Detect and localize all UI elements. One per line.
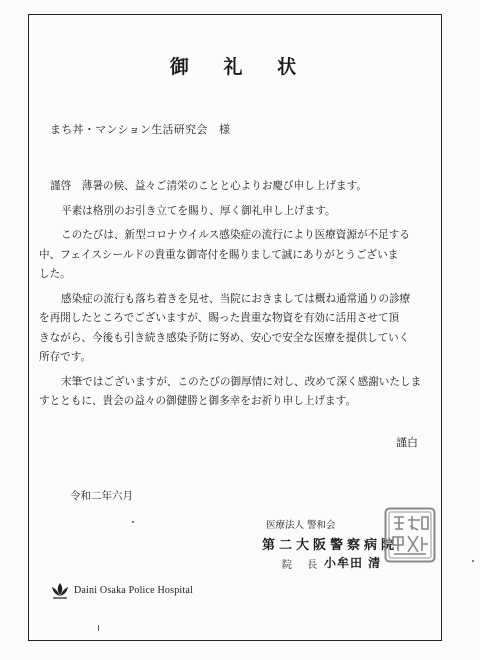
letter-body [39,177,432,412]
sender-director-name: 小牟田 清 [324,556,382,570]
sender-director-title: 院 長 [282,560,324,571]
closing-word: 謹白 [396,436,418,449]
text-line: きながら、今後も引き続き感染予防に努め、安心で安全な医療を提供していく [39,331,410,344]
text-line: 所存です。 [39,351,92,363]
hospital-logo [50,582,193,599]
text-line: した。 [39,268,71,280]
lotus-logo-icon [50,582,70,599]
hospital-logo-text: Daini Osaka Police Hospital [74,585,193,596]
sender-organization: 医療法人 警和会 [266,520,336,531]
paragraph-status [39,290,432,368]
text-line: 平素は格別のお引き立てを賜り、厚く御礼申し上げます。 [61,204,336,217]
seal-stamp-icon [384,507,436,563]
letter-date: 令和二年六月 [70,490,133,502]
text-line: このたびは、新型コロナウイルス感染症の流行により医療資源が不足する [61,229,410,241]
paragraph-closing [39,373,432,412]
paragraph-greeting [50,177,432,197]
paragraph-donation [39,226,432,285]
addressee: まち丼・マンション生活研究会 様 [50,123,231,136]
paragraph-thanks [50,202,432,222]
text-line: 末筆ではございますが、このたびの御厚情に対し、改めて深く感謝いたしま [61,375,422,388]
sender-hospital: 第二大阪警察病院 [262,538,399,553]
letter-title: 御 礼 状 [169,56,311,78]
text-line: を再開したところでございますが、賜った貴重な物資を有効に活用させて頂 [39,312,400,324]
text-line: 中、フェイスシールドの貴重な御寄付を賜りまして誠にありがとうございま [39,248,399,261]
text-line: 感染症の流行も落ち着きを見せ、当院におきましては概ね通常通りの診療 [61,292,411,305]
text-line: 謹啓 薄暑の候、益々ご清栄のことと心よりお慶び申し上げます。 [50,180,367,192]
text-line: すとともに、貴会の益々の御健勝と御多幸をお祈り申し上げます。 [39,395,356,407]
